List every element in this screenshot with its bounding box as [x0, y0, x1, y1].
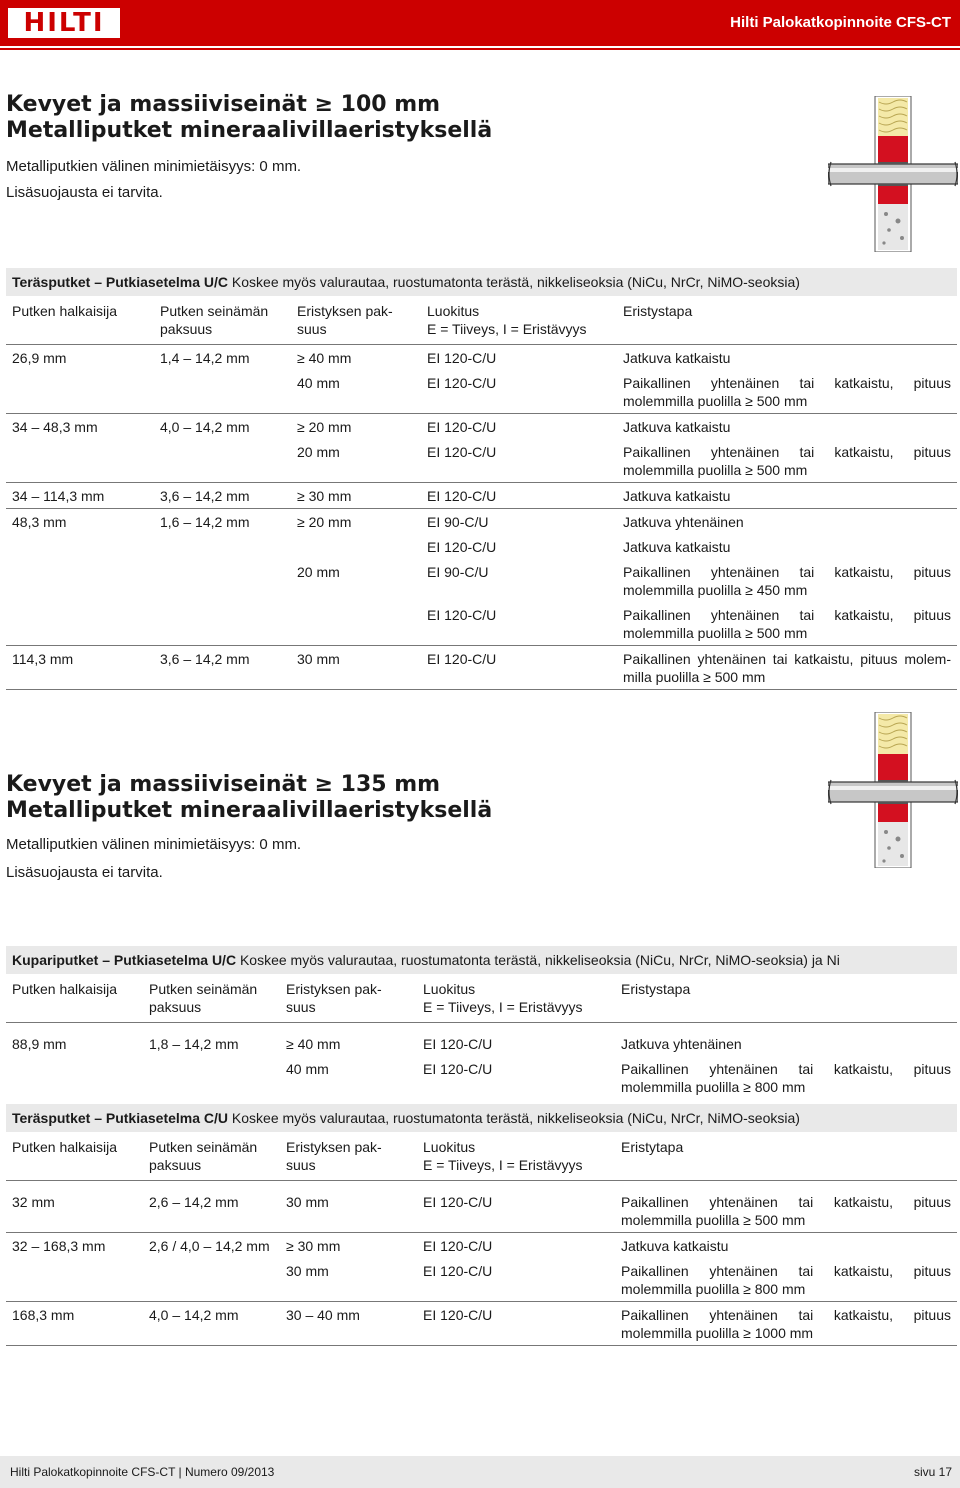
table-band: Teräsputket – Putkiasetelma U/C Koskee myös valurautaa, ruostumatonta terästä, nikkeliseoksia (NiCu, NrCr, NiMO-seoksia)	[6, 268, 957, 296]
col-header: Putken halkaisija	[12, 1139, 118, 1155]
col-header: Luokitus E = Tiiveys, I = Eristävyys	[423, 981, 583, 1015]
table-band: Kupariputket – Putkiasetelma U/C Koskee myös valurautaa, ruostumatonta terästä, nikkeliseoksia (NiCu, NrCr, NiMO-seoksia) ja Ni	[6, 946, 957, 974]
col-header: Luokitus E = Tiiveys, I = Eristävyys	[427, 303, 587, 337]
table-row: 168,3 mm 4,0 – 14,2 mm 30 – 40 mm EI 120-C/U Paikallinen yhtenäinen tai katkaistu, pituus molemmilla puolilla ≥ 1000 mm	[6, 1302, 957, 1346]
section1-intro-line2: Lisäsuojausta ei tarvita.	[6, 184, 163, 201]
table-row: 88,9 mm 1,8 – 14,2 mm ≥ 40 mm EI 120-C/U Jatkuva yhtenäinen	[6, 1023, 957, 1057]
col-header: Putken halkaisija	[12, 981, 118, 997]
section1-title-line2: Metalliputket mineraalivillaeristyksellä	[6, 118, 493, 143]
steel-pipes-table-2	[6, 1104, 957, 1346]
section1-intro-line1: Metalliputkien välinen minimietäisyys: 0 mm.	[6, 158, 302, 175]
table-row: 26,9 mm 1,4 – 14,2 mm ≥ 40 mm EI 120-C/U Jatkuva katkaistu	[6, 345, 957, 371]
table-row: 34 – 114,3 mm 3,6 – 14,2 mm ≥ 30 mm EI 120-C/U Jatkuva katkaistu	[6, 483, 957, 509]
col-header: Luokitus E = Tiiveys, I = Eristävyys	[423, 1139, 583, 1173]
table-row: EI 120-C/U Paikallinen yhtenäinen tai katkaistu, pituus molemmilla puolilla ≥ 500 mm	[427, 607, 951, 641]
table-row: 114,3 mm 3,6 – 14,2 mm 30 mm EI 120-C/U Paikallinen yhtenäinen tai katkaistu, pituus molem-milla puolilla ≥ 500 mm	[6, 646, 957, 690]
col-header: Eristystapa	[623, 303, 693, 319]
section2-intro-line2: Lisäsuojausta ei tarvita.	[6, 864, 163, 881]
col-header: Putken halkaisija	[12, 303, 118, 319]
document-title: Hilti Palokatkopinnoite CFS-CT	[730, 14, 951, 31]
page-number: sivu 17	[913, 1465, 952, 1479]
table-band: Teräsputket – Putkiasetelma C/U Koskee myös valurautaa, ruostumatonta terästä, nikkeliseoksia (NiCu, NrCr, NiMO-seoksia)	[6, 1104, 957, 1132]
section2-title-line2: Metalliputket mineraalivillaeristyksellä	[6, 798, 493, 823]
header-bar	[0, 0, 960, 46]
wall-pipe-diagram-2	[828, 712, 958, 868]
steel-pipes-table-1	[6, 268, 957, 690]
table-row: 32 mm 2,6 – 14,2 mm 30 mm EI 120-C/U Paikallinen yhtenäinen tai katkaistu, pituus molemmilla puolilla ≥ 500 mm	[6, 1181, 957, 1233]
col-header: Eristystapa	[621, 981, 691, 997]
col-header: Eristyksen pak-suus	[297, 303, 393, 337]
table-row: 20 mm EI 90-C/U Paikallinen yhtenäinen tai katkaistu, pituus molemmilla puolilla ≥ 450 mm	[297, 564, 951, 598]
col-header: Putken seinämän paksuus	[149, 1139, 258, 1173]
table-row: 40 mm EI 120-C/U Paikallinen yhtenäinen tai katkaistu, pituus molemmilla puolilla ≥ 500 mm	[297, 375, 951, 409]
col-header: Eristytapa	[621, 1139, 684, 1155]
section1-title-line1: Kevyet ja massiiviseinät ≥ 100 mm	[6, 92, 441, 117]
col-header: Putken seinämän paksuus	[160, 303, 269, 337]
copper-pipes-table	[6, 946, 957, 1099]
table-row: 40 mm EI 120-C/U Paikallinen yhtenäinen tai katkaistu, pituus molemmilla puolilla ≥ 800 mm	[286, 1061, 951, 1095]
section2-title-line1: Kevyet ja massiiviseinät ≥ 135 mm	[6, 772, 441, 797]
table-row: 48,3 mm 1,6 – 14,2 mm ≥ 20 mm EI 90-C/U Jatkuva yhtenäinen	[6, 509, 957, 535]
header-divider	[0, 48, 960, 50]
col-header: Putken seinämän paksuus	[149, 981, 258, 1015]
wall-pipe-diagram-1	[828, 96, 958, 252]
table-row: 34 – 48,3 mm 4,0 – 14,2 mm ≥ 20 mm EI 120-C/U Jatkuva katkaistu	[6, 414, 957, 440]
table-row: 32 – 168,3 mm 2,6 / 4,0 – 14,2 mm ≥ 30 mm EI 120-C/U Jatkuva katkaistu	[6, 1233, 957, 1259]
footer-document-info: Hilti Palokatkopinnoite CFS-CT | Numero 09/2013	[10, 1465, 275, 1479]
table-row: 20 mm EI 120-C/U Paikallinen yhtenäinen tai katkaistu, pituus molemmilla puolilla ≥ 500 mm	[297, 444, 951, 478]
table-row: 30 mm EI 120-C/U Paikallinen yhtenäinen tai katkaistu, pituus molemmilla puolilla ≥ 800 mm	[286, 1263, 951, 1297]
hilti-logo: HILTI	[8, 8, 120, 38]
col-header: Eristyksen pak-suus	[286, 1139, 382, 1173]
table-row: EI 120-C/U Jatkuva katkaistu	[427, 539, 731, 555]
col-header: Eristyksen pak-suus	[286, 981, 382, 1015]
section2-intro-line1: Metalliputkien välinen minimietäisyys: 0 mm.	[6, 836, 302, 853]
